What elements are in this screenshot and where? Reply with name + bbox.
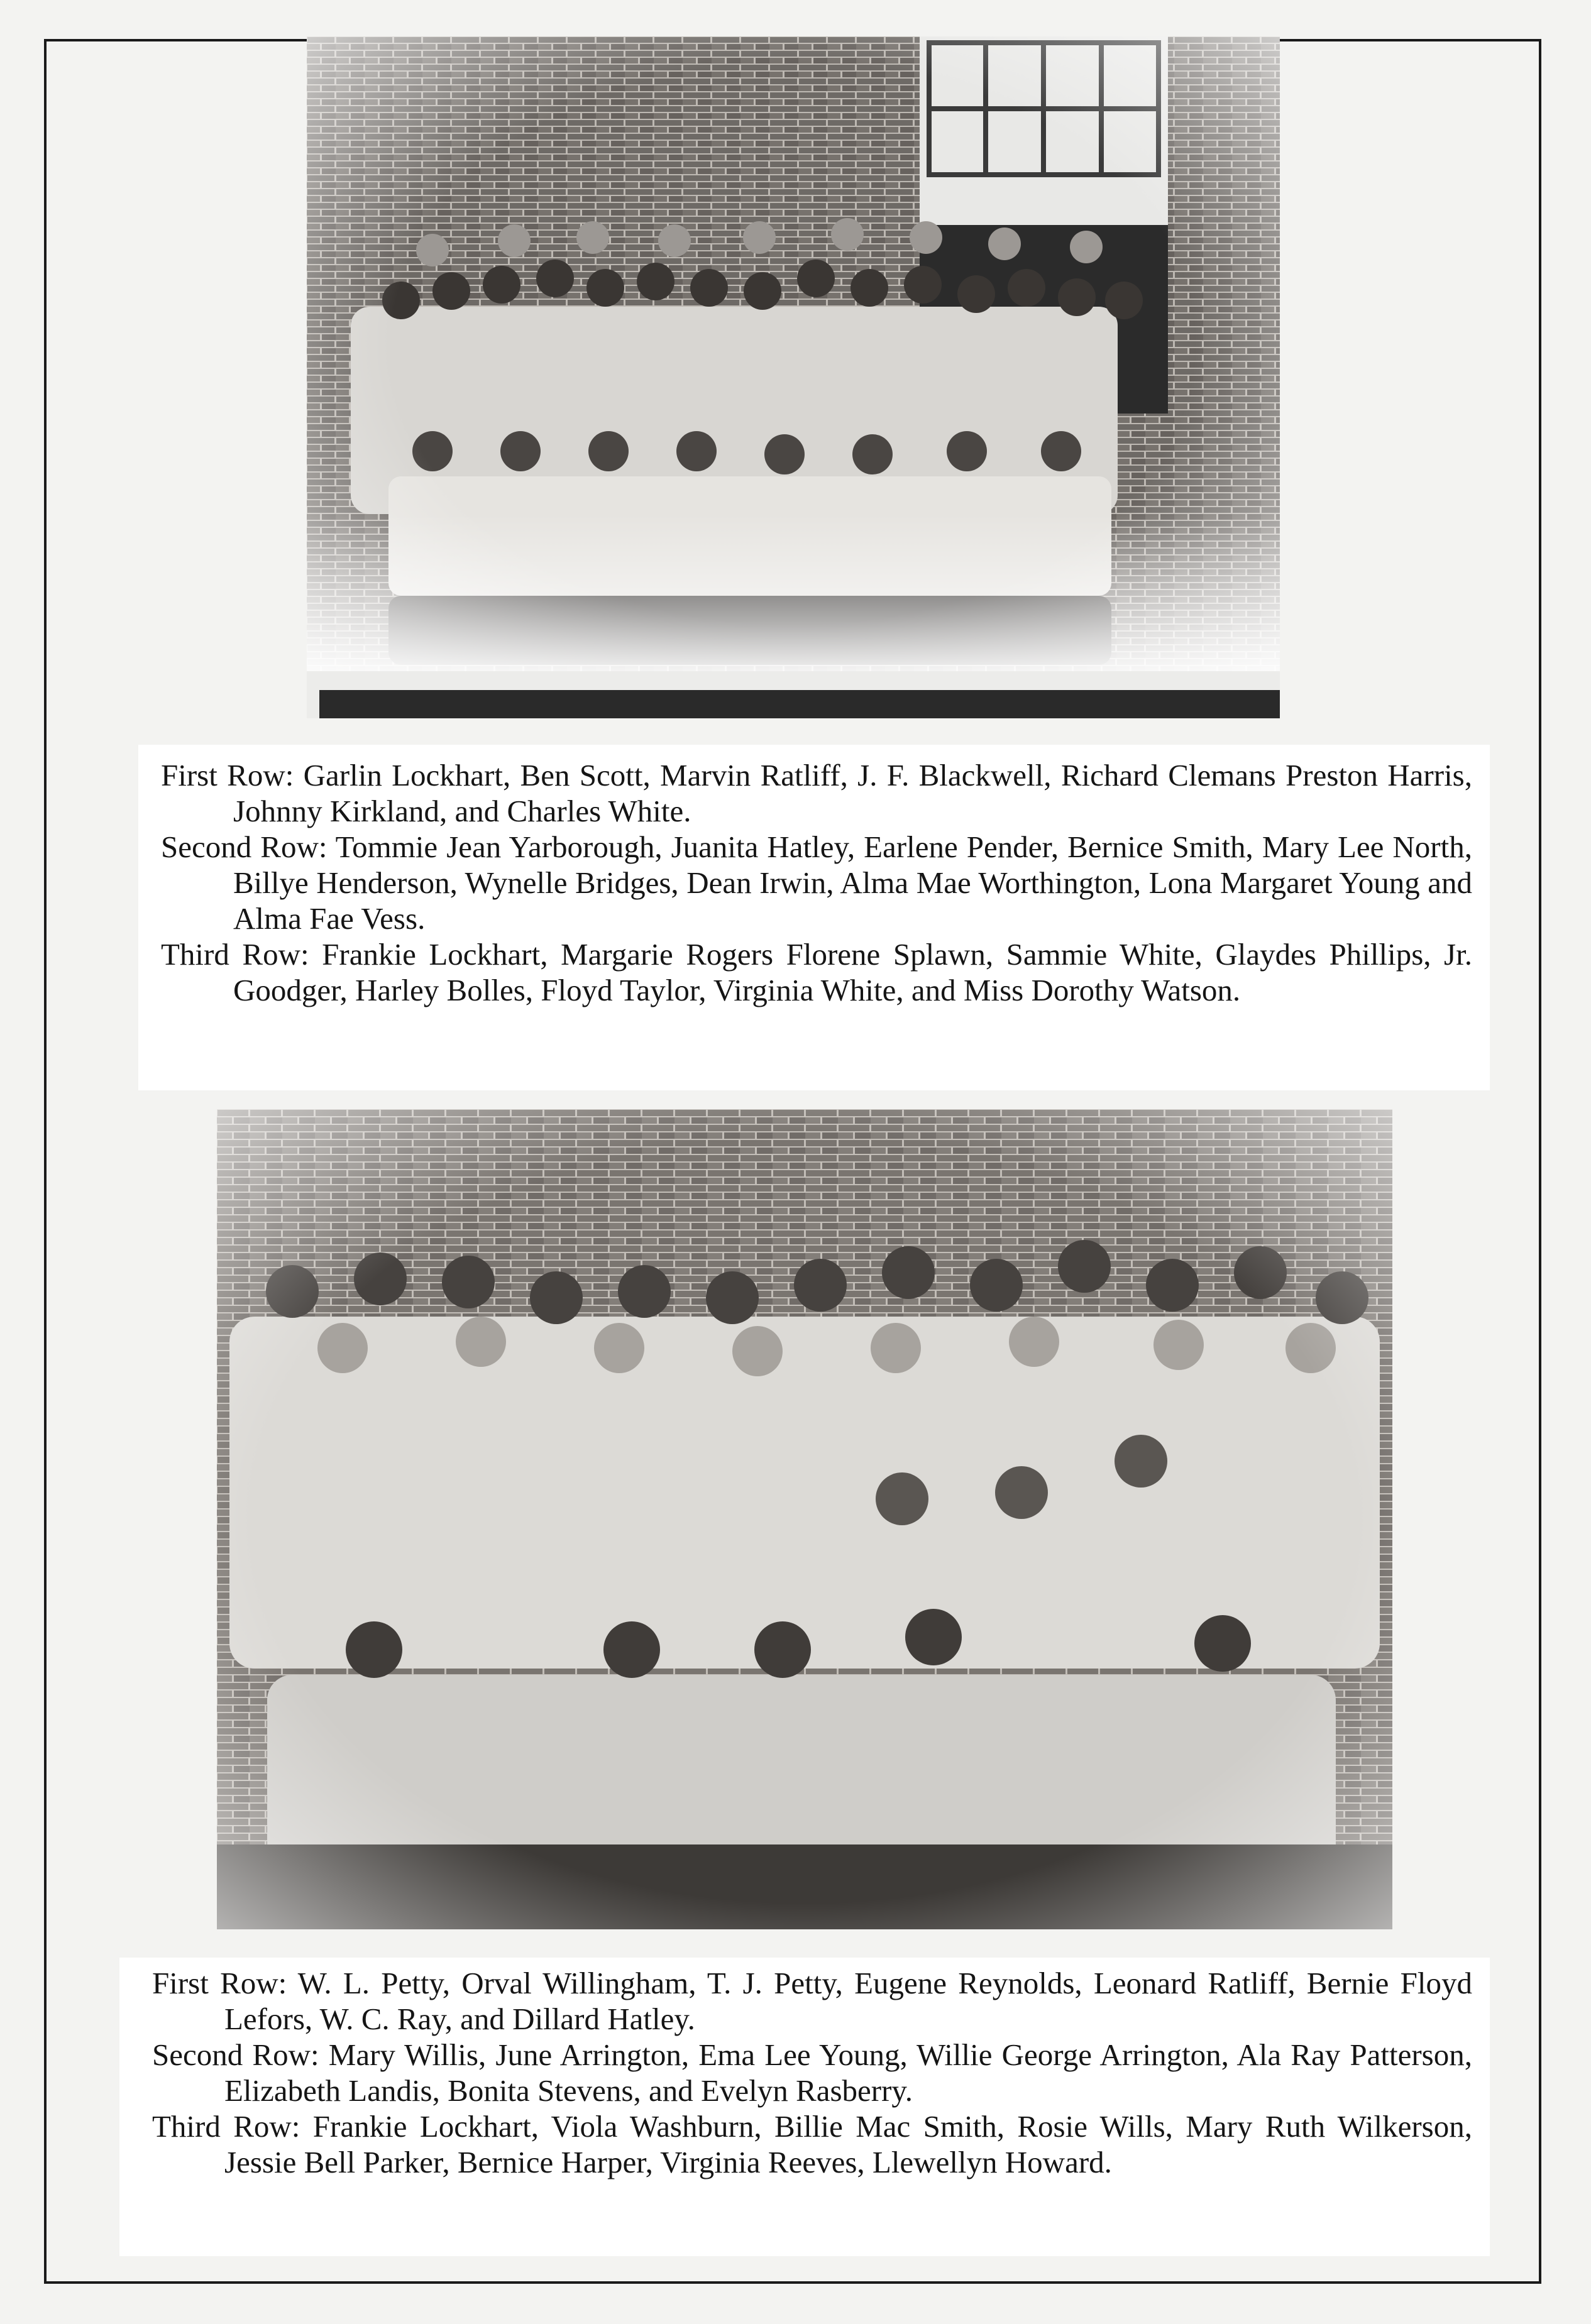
- class-photo-bottom-image: [217, 1109, 1392, 1929]
- caption-bottom-second-row: Second Row: Mary Willis, June Arrington, Ema Lee Young, Willie George Arrington, Ala Ray Patterson, Elizabeth Landis, Bonita Stevens, and Evelyn Rasberry.: [152, 2037, 1472, 2108]
- caption-bottom-third-row: Third Row: Frankie Lockhart, Viola Washburn, Billie Mac Smith, Rosie Wills, Mary Ruth Wilkerson, Jessie Bell Parker, Bernice Harper, Virginia Reeves, Llewellyn Howard.: [152, 2109, 1472, 2179]
- caption-top: [138, 745, 1490, 1090]
- class-photo-bottom: [217, 1109, 1392, 1929]
- caption-bottom: [119, 1958, 1490, 2256]
- class-photo-top: [307, 36, 1280, 718]
- caption-bottom-first-row: First Row: W. L. Petty, Orval Willingham, T. J. Petty, Eugene Reynolds, Leonard Ratliff, Bernie Floyd Lefors, W. C. Ray, and Dillard Hatley.: [152, 1966, 1472, 2036]
- caption-top-first-row: First Row: Garlin Lockhart, Ben Scott, Marvin Ratliff, J. F. Blackwell, Richard Clemans Preston Harris, Johnny Kirkland, and Charles White.: [161, 758, 1472, 828]
- caption-top-second-row: Second Row: Tommie Jean Yarborough, Juanita Hatley, Earlene Pender, Bernice Smith, Mary Lee North, Billye Henderson, Wynelle Bridges, Dean Irwin, Alma Mae Worthington, Lona Margaret Young and Alma Fae Vess.: [161, 830, 1472, 936]
- caption-top-third-row: Third Row: Frankie Lockhart, Margarie Rogers Florene Splawn, Sammie White, Glaydes Phillips, Jr. Goodger, Harley Bolles, Floyd Taylor, Virginia White, and Miss Dorothy Watson.: [161, 937, 1472, 1007]
- class-photo-top-image: [307, 36, 1280, 718]
